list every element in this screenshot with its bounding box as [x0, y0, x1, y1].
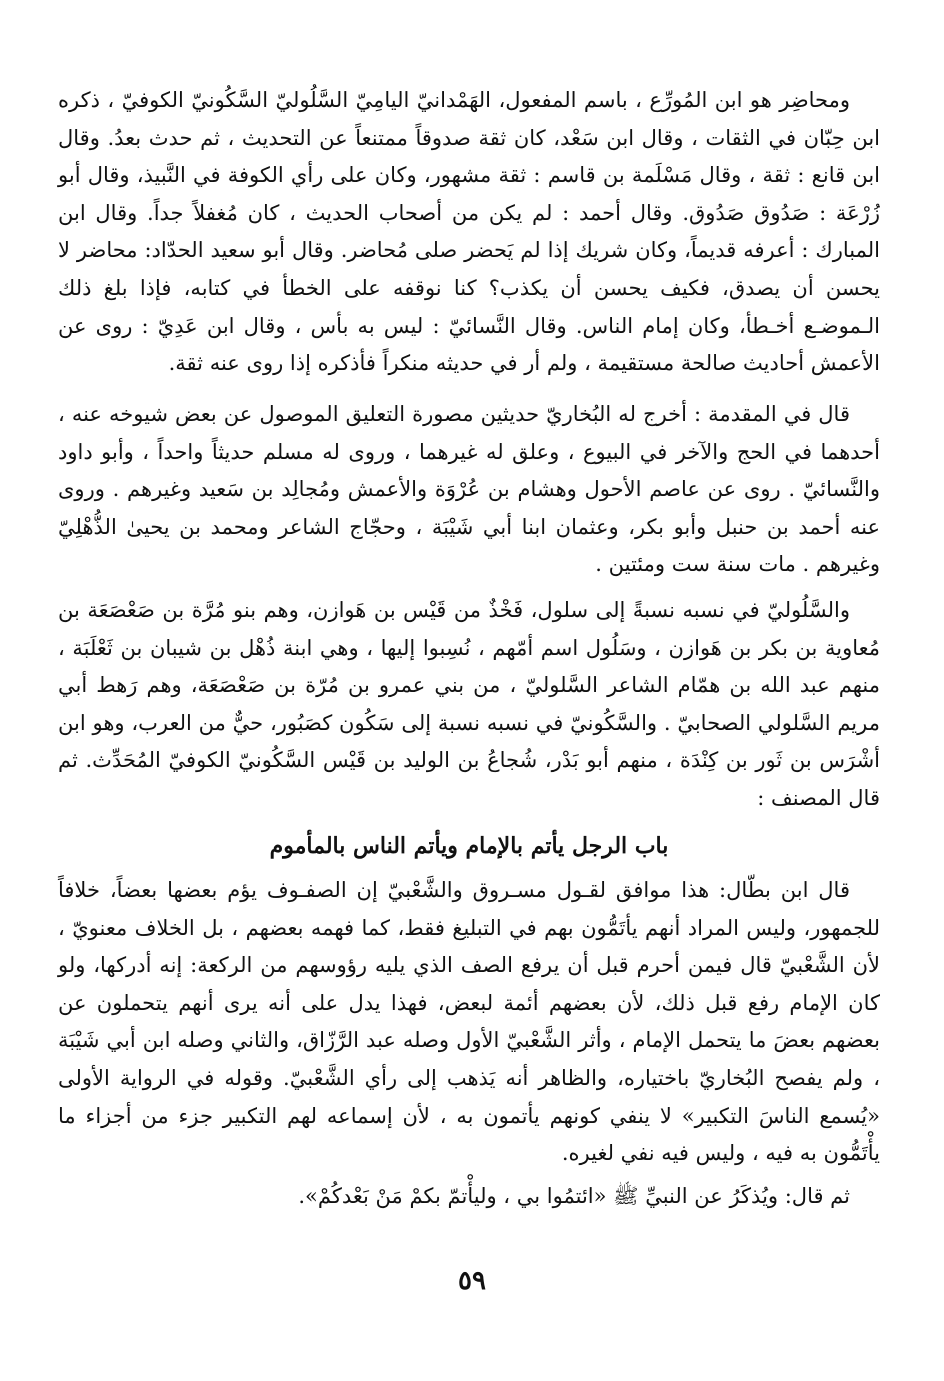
paragraph-text: قال ابن بطّال: هذا موافق لقـول مسـروق والشَّعْبيّ إن الصفـوف يؤم بعضها بعضاً، خلافاً للجمهور، وليس المراد أنهم يأتَمُّون بهم في التبليغ فقط، كما فهمه بعضهم ، بل الخلاف معنويّ ، لأن الشَّعْبيّ قال فيمن أحرم قبل أن يرفع الصف الذي يليه رؤوسهم من الركعة: إنه أدركها، ولو كان الإمام رفع قبل ذلك، لأن بعضهم أئمة لبعض، فهذا يدل على أنه يرى أنهم يتحملون عن بعضهم بعضَ ما يتحمل الإمام ، وأثر الشَّعْبيّ الأول وصله عبد الرَّزّاق، والثاني وصله ابن أبي شَيْبَة ، ولم يفصح البُخاريّ باختياره، والظاهر أنه يَذهب إلى رأي الشَّعْبيّ. وقوله في الرواية الأولى «يُسمع الناسَ التكبير» لا ينفي كونهم يأتمون به ، لأن إسماعه لهم التكبير جزء من أجزاء ما يأْتَمُّون به فيه ، وليس فيه نفي لغيره. — [58, 878, 880, 1166]
paragraph-text: والسَّلُوليّ في نسبه نسبةً إلى سلول، فَخْذٌ من قَيْس بن هَوازن، وهم بنو مُرَّة بن صَعْصَعَة بن مُعاوية بن بكر بن هَوازن ، وسَلُول اسم أمّهم ، نُسِبوا إليها ، وهي ابنة ذُهْل بن شيبان بن ثَعْلَبَة ، منهم عبد الله بن همّام الشاعر السَّلوليّ ، من بني عمرو بن مُرّة بن صَعْصَعَة، وهم رَهط أبي مريم السَّلولي الصحابيّ . والسَّكُونيّ في نسبه نسبة إلى سَكُون كصَبُور، حيٌّ من العرب، وهو ابن أشْرَس بن ثَور بن كِنْدَة ، منهم أبو بَدْر، شُجاعُ بن الوليد بن قَيْس السَّكُونيّ الكوفيّ المُحَدِّث. ثم قال المصنف : — [58, 598, 880, 810]
paragraph-nisba-explanation — [58, 592, 880, 818]
paragraph-ibn-battal — [58, 872, 880, 1173]
paragraph-muqaddima — [58, 396, 880, 584]
paragraph-text: قال في المقدمة : أخرج له البُخاريّ حديثين مصورة التعليق الموصول عن بعض شيوخه عنه ، أحدهما في الحج والآخر في البيوع ، وعلق له غيرهما ، وروى له مسلم حديثاً واحداً ، وأبو داود والنَّسائيّ . روى عن عاصم الأحول وهشام بن عُرْوَة والأعمش ومُجالِد بن سَعيد وغيرهم . وروى عنه أحمد بن حنبل وأبو بكر، وعثمان ابنا أبي شَيْبَة ، وحجّاج الشاعر ومحمد بن يحيىٰ الذُّهْلِيّ وغيرهم . مات سنة ست ومئتين . — [58, 402, 880, 577]
paragraph-text: ثم قال: ويُذكَرُ عن النبيِّ ﷺ «ائتمُوا بي ، وليأْتمّ بكمْ مَنْ بَعْدكُمْ». — [298, 1184, 850, 1208]
chapter-heading: باب الرجل يأتم بالإمام ويأتم الناس بالمأموم — [269, 833, 669, 859]
paragraph-hadith-quote — [58, 1178, 880, 1216]
paragraph-muhadir-biography — [58, 82, 880, 383]
paragraph-text: ومحاضِر هو ابن المُورِّع ، باسم المفعول، الهَمْدانيّ اليامِيّ السَّلُوليّ السَّكُونيّ الكوفيّ ، ذكره ابن حِبّان في الثقات ، وقال ابن سَعْد، كان ثقة صدوقاً ممتنعاً عن التحديث ، ثم حدث بعدُ. وقال ابن قانع : ثقة ، وقال مَسْلَمة بن قاسم : ثقة مشهور، وكان على رأي الكوفة في النَّبيذ، وقال أبو زُرْعَة : صَدُوق صَدُوق. وقال أحمد : لم يكن من أصحاب الحديث ، كان مُغفلاً جداً. وقال ابن المبارك : أعرفه قديماً، وكان شريك إذا لم يَحضر صلى مُحاضر. وقال أبو سعيد الحدّاد: محاضر لا يحسن أن يصدق، فكيف يحسن أن يكذب؟ كنا نوقفه على الخطأ في كتابه، فإذا بلغ ذلك الـموضـع أخـطأ، وكان إمام الناس. وقال النَّسائيّ : ليس به بأس ، وقال ابن عَدِيّ : روى عن الأعمش أحاديث صالحة مستقيمة ، ولم أر في حديثه منكراً فأذكره إذا روى عنه ثقة. — [58, 88, 880, 376]
page-number: ٥٩ — [458, 1266, 486, 1296]
